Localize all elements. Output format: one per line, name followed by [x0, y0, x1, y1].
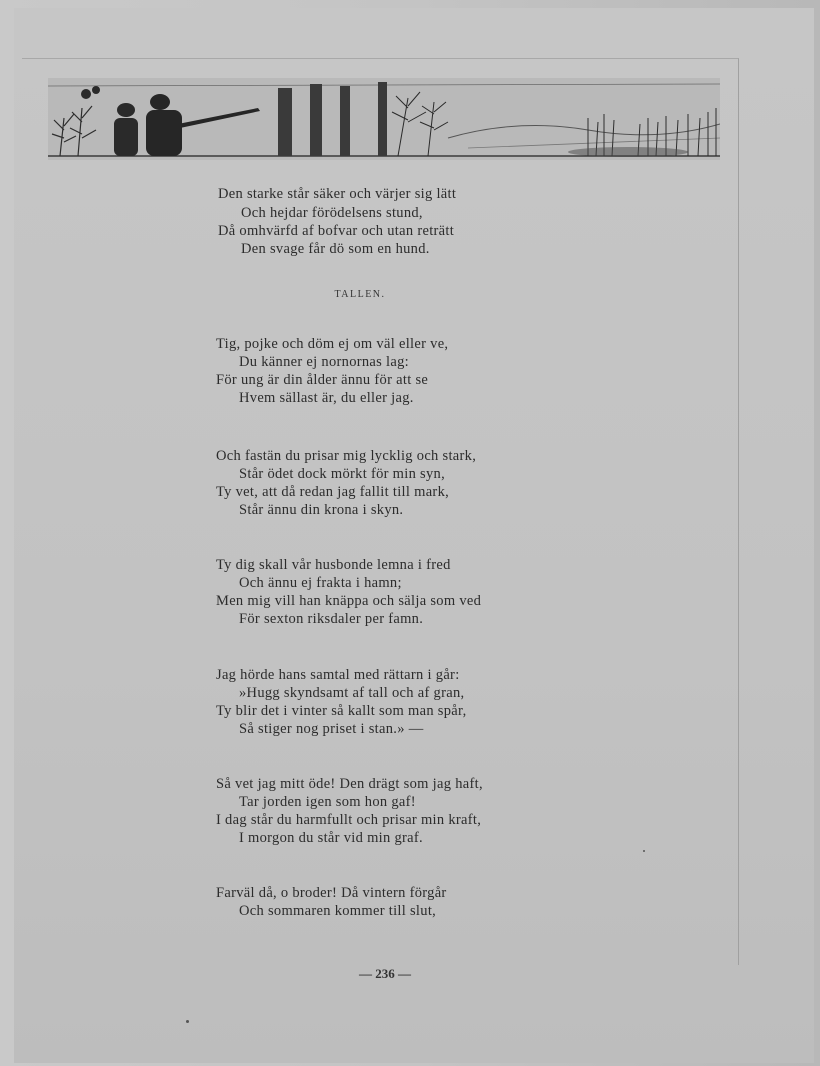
verse-line: Du känner ej nornornas lag:: [239, 354, 409, 370]
verse-line: Farväl då, o broder! Då vintern förgår: [216, 885, 447, 901]
verse-line: Så vet jag mitt öde! Den drägt som jag haft,: [216, 776, 483, 792]
verse-line: Tig, pojke och döm ej om väl eller ve,: [216, 336, 449, 352]
verse-line: Och hejdar förödelsens stund,: [241, 205, 423, 221]
verse-line: Och sommaren kommer till slut,: [239, 903, 437, 919]
verse-line: Hvem sällast är, du eller jag.: [239, 390, 414, 406]
verse-line: Ty vet, att då redan jag fallit till mark,: [216, 484, 450, 500]
verse-line: Jag hörde hans samtal med rättarn i går:: [216, 667, 460, 683]
verse-line: Tar jorden igen som hon gaf!: [239, 794, 416, 810]
verse-line: I dag står du harmfullt och prisar min kraft,: [216, 812, 482, 828]
verse-line: Och fastän du prisar mig lycklig och stark,: [216, 448, 477, 464]
verse-line: Så stiger nog priset i stan.» —: [239, 721, 424, 737]
verse-line: För ung är din ålder ännu för att se: [216, 372, 429, 388]
ink-speck: [186, 1020, 189, 1023]
page-number: — 236 —: [359, 966, 411, 981]
verse-line: I morgon du står vid min graf.: [239, 830, 423, 846]
verse-line: Och ännu ej frakta i hamn;: [239, 575, 402, 591]
verse-line: Då omhvärfd af bofvar och utan reträtt: [218, 223, 455, 239]
verse-line: Står ännu din krona i skyn.: [239, 502, 404, 518]
verse-line: Ty dig skall vår husbonde lemna i fred: [216, 557, 451, 573]
verse-line: Den svage får dö som en hund.: [241, 241, 430, 257]
verse-line: Står ödet dock mörkt för min syn,: [239, 466, 446, 482]
hunting-scene-illustration: [48, 78, 720, 160]
poem-title: TALLEN.: [334, 289, 386, 300]
verse-line: »Hugg skyndsamt af tall och af gran,: [239, 685, 465, 701]
ink-speck: [643, 850, 645, 852]
verse-line: Ty blir det i vinter så kallt som man spår,: [216, 703, 467, 719]
verse-line: Den starke står säker och värjer sig lätt: [218, 186, 457, 202]
verse-line: För sexton riksdaler per famn.: [239, 611, 424, 627]
verse-line: Men mig vill han knäppa och sälja som ved: [216, 593, 482, 609]
